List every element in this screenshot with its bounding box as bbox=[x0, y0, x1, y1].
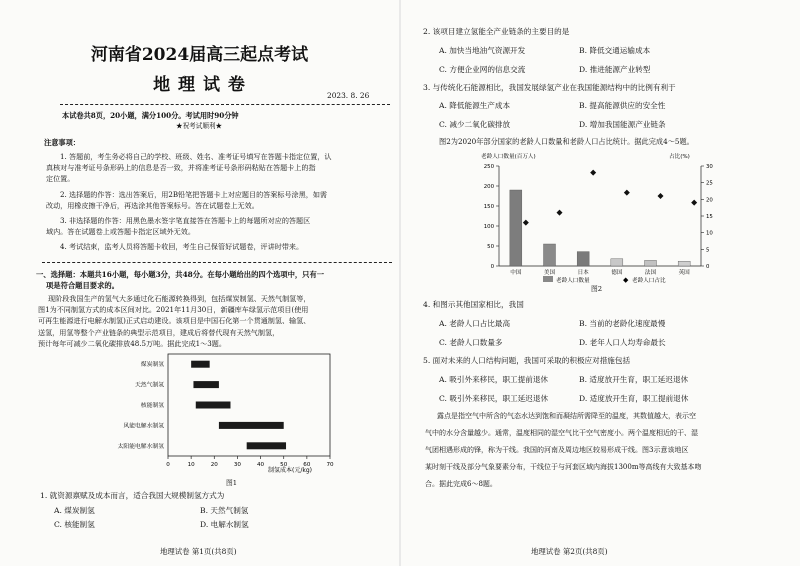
figure-2-chart bbox=[401, 150, 800, 290]
q2-option-b[interactable]: B. 降低交通运输成本 bbox=[579, 46, 651, 55]
left-tick-label: 0 bbox=[490, 264, 494, 270]
notes-heading: 注意事项： bbox=[44, 138, 80, 147]
q3-option-c[interactable]: C. 减少二氧化碳排放 bbox=[439, 120, 511, 129]
note-line: 3. 非选择题的作答：用黑色墨水签字笔直接答在答题卡上的每题所对应的答题区 bbox=[60, 216, 311, 226]
x-tick-label: 10 bbox=[187, 462, 195, 468]
right-tick-label: 30 bbox=[706, 164, 713, 170]
population-bar bbox=[611, 259, 623, 266]
category-label: 核能制氢 bbox=[140, 403, 164, 409]
legend-point-marker: ◆ bbox=[623, 276, 629, 284]
country-label: 中国 bbox=[510, 270, 522, 276]
passage-2 bbox=[425, 408, 795, 493]
right-tick-label: 5 bbox=[706, 247, 710, 254]
note-line: 域内。答在试题卷上或答题卡指定区域外无效。 bbox=[46, 227, 195, 237]
passage-line: 可再生能源进行电解水制氢)正式启动建设。该项目是中国石化第一个贯通制氢、输氢、 bbox=[38, 316, 311, 326]
country-label: 美国 bbox=[543, 270, 556, 276]
passage-line: 气团相遇形成的锋，称为干线。我国的河南及周边地区较易形成干线。图3示意该地区 bbox=[425, 446, 689, 454]
ratio-point bbox=[590, 170, 596, 176]
q2-option-a[interactable]: A. 加快当地油气资源开发 bbox=[439, 46, 526, 55]
right-tick-label: 20 bbox=[706, 197, 713, 204]
figure-2-intro: 图2为2020年部分国家的老龄人口数量和老龄人口占比统计。据此完成4～5题。 bbox=[439, 137, 694, 146]
population-bar bbox=[577, 252, 589, 266]
population-bar bbox=[544, 244, 556, 266]
right-tick-label: 15 bbox=[706, 214, 713, 220]
left-tick-label: 150 bbox=[483, 204, 494, 210]
figure-1-chart bbox=[0, 350, 399, 480]
left-axis-label: 老龄人口数量(百万人) bbox=[481, 154, 536, 160]
range-bar bbox=[247, 442, 286, 449]
q3-option-d[interactable]: D. 增加我国能源产业链条 bbox=[579, 120, 666, 129]
q5-option-b[interactable]: B. 适度放开生育，职工延迟退休 bbox=[579, 375, 689, 384]
x-tick-label: 20 bbox=[210, 462, 218, 468]
passage-line: 送氢，用氢等整个产业链条的典型示范项目，建成后将替代现有天然气制氢， bbox=[38, 327, 280, 337]
note-line: 1. 答题前，考生务必将自己的学校、班级、姓名、准考证号填写在答题卡指定位置，认 bbox=[60, 152, 332, 161]
q2-option-d[interactable]: D. 推进能源产业转型 bbox=[579, 65, 651, 74]
q4-option-a[interactable]: A. 老龄人口占比最高 bbox=[439, 319, 511, 328]
country-label: 英国 bbox=[678, 270, 690, 276]
exam-page-2 bbox=[401, 0, 800, 566]
right-tick-label: 10 bbox=[706, 230, 713, 237]
passage-line: 某时刻干线及部分气象要素分布，干线位于与河套区域内海拔1300m等高线有大致基本吻 bbox=[425, 463, 702, 471]
q5-option-c[interactable]: C. 吸引外来移民，职工延迟退休 bbox=[439, 394, 549, 403]
right-axis-label: 占比(%) bbox=[669, 154, 690, 160]
population-bar bbox=[645, 260, 657, 266]
passage-line: 现阶段我国生产的氢气大多通过化石能源转换得到，包括煤炭制氢、天然气制氢等， bbox=[48, 294, 311, 303]
question-3-stem: 3. 与传统化石能源相比，我国发展绿氢产业在我国能源结构中的比例有利于 bbox=[423, 83, 676, 92]
passage-line: 图1为不同制氢方式的成本区间对比。2021年11月30日，新疆库车绿氢示范项目(使用 bbox=[38, 305, 309, 315]
q4-option-c[interactable]: C. 老龄人口数量多 bbox=[439, 338, 503, 347]
exam-title: 河南省2024届高三起点考试 bbox=[90, 45, 309, 65]
x-tick-label: 60 bbox=[303, 462, 311, 468]
right-tick-label: 0 bbox=[706, 264, 710, 270]
q5-option-a[interactable]: A. 吸引外来移民，职工提前退休 bbox=[439, 375, 549, 384]
note-line: 真核对与准考证号条形码上的信息是否一致，并将准考证号条形码粘贴在答题卡上的指 bbox=[46, 163, 316, 173]
category-label: 煤炭制氢 bbox=[140, 362, 164, 369]
ratio-point bbox=[691, 200, 697, 206]
country-label: 法国 bbox=[644, 270, 657, 276]
notes-list bbox=[46, 151, 396, 253]
page-footer: 地理试卷 第1页(共8页) bbox=[160, 547, 237, 556]
category-label: 天然气制氢 bbox=[135, 382, 164, 389]
x-tick-label: 0 bbox=[166, 462, 170, 468]
question-4-stem: 4. 和图示其他国家相比，我国 bbox=[423, 300, 524, 309]
q2-option-c[interactable]: C. 方便企业网的信息交流 bbox=[439, 65, 526, 74]
x-tick-label: 70 bbox=[326, 462, 334, 468]
x-axis-label: 制氢成本(元/kg) bbox=[268, 467, 312, 474]
question-5-stem: 5. 面对未来的人口结构问题，我国可采取的积极应对措施包括 bbox=[423, 356, 631, 365]
divider bbox=[42, 262, 392, 263]
passage-line: 预计每年可减少二氧化碳排放48.5万吨。据此完成1～3题。 bbox=[38, 338, 226, 348]
question-2-stem: 2. 该项目建立氢能全产业链条的主要目的是 bbox=[423, 27, 570, 36]
ratio-point bbox=[523, 220, 529, 226]
figure-2-caption: 图2 bbox=[591, 285, 603, 293]
left-tick-label: 100 bbox=[483, 224, 494, 230]
section-heading bbox=[36, 269, 396, 291]
passage-line: 露点是指空气中所含的气态水达到饱和而凝结所需降至的温度，其数值越大，表示空 bbox=[437, 412, 696, 420]
exam-date: 2023. 8. 26 bbox=[327, 91, 370, 100]
population-bar bbox=[678, 261, 690, 266]
question-1-stem: 1. 就资源禀赋及成本而言，适合我国大规模制氢方式为 bbox=[40, 491, 225, 500]
note-line: 4. 考试结束，监考人员将答题卡收回，考生自己保管好试题卷，评讲时带来。 bbox=[60, 242, 304, 252]
left-tick-label: 50 bbox=[487, 244, 494, 250]
range-bar bbox=[196, 402, 231, 409]
category-label: 风能电解水制氢 bbox=[123, 423, 164, 430]
category-label: 太阳能电解水制氢 bbox=[117, 443, 164, 450]
range-bar bbox=[193, 381, 218, 388]
q1-option-a[interactable]: A. 煤炭制氢 bbox=[54, 506, 95, 515]
left-tick-label: 200 bbox=[483, 184, 494, 190]
ratio-point bbox=[658, 193, 664, 199]
q1-option-b[interactable]: B. 天然气制氢 bbox=[200, 506, 249, 515]
divider bbox=[60, 104, 390, 105]
passage-1 bbox=[38, 293, 398, 349]
right-tick-label: 25 bbox=[706, 180, 713, 187]
country-label: 德国 bbox=[611, 270, 623, 276]
x-tick-label: 30 bbox=[233, 462, 241, 468]
q4-option-b[interactable]: B. 当前的老龄化速度最慢 bbox=[579, 319, 666, 328]
legend-point-label: 老龄人口占比 bbox=[632, 278, 666, 284]
left-tick-label: 250 bbox=[483, 164, 494, 170]
note-line: 定位置。 bbox=[46, 174, 75, 184]
note-line: 2. 选择题的作答：选出答案后，用2B铅笔把答题卡上对应题目的答案标号涂黑，如需 bbox=[60, 189, 328, 199]
exam-page-1 bbox=[0, 0, 399, 566]
q1-option-c[interactable]: C. 核能制氢 bbox=[54, 520, 95, 529]
legend-bar-label: 老龄人口数量 bbox=[556, 278, 590, 284]
q3-option-a[interactable]: A. 降低能源生产成本 bbox=[439, 101, 511, 110]
passage-line: 气中的水分含量越少。通常，温度相同的湿空气比干空气密度小。两个温度相近的干、湿 bbox=[425, 429, 698, 437]
ratio-point bbox=[557, 210, 563, 216]
plot-frame bbox=[168, 354, 330, 456]
subject-title: 地 理 试 卷 bbox=[153, 75, 246, 95]
q1-option-d[interactable]: D. 电解水制氢 bbox=[200, 520, 249, 529]
q4-option-d[interactable]: D. 老年人口人均寿命最长 bbox=[579, 338, 666, 347]
passage-line: 合。据此完成6～8题。 bbox=[425, 480, 497, 488]
exam-info: 本试卷共8页，20小题，满分100分。考试用时90分钟 bbox=[62, 111, 239, 120]
range-bar bbox=[191, 361, 210, 368]
page-footer: 地理试卷 第2页(共8页) bbox=[531, 547, 608, 556]
population-bar bbox=[510, 190, 522, 266]
legend-bar-swatch bbox=[543, 276, 553, 282]
section-line: 一、选择题：本题共16小题，每小题3分，共48分。在每小题给出的四个选项中，只有一 bbox=[36, 270, 325, 279]
x-tick-label: 50 bbox=[280, 462, 288, 468]
figure-1-caption: 图1 bbox=[226, 479, 238, 487]
q3-option-b[interactable]: B. 提高能源供应的安全性 bbox=[579, 101, 666, 110]
country-label: 日本 bbox=[577, 270, 589, 276]
x-tick-label: 40 bbox=[257, 462, 265, 468]
section-line: 项是符合题目要求的。 bbox=[46, 281, 119, 291]
q5-option-d[interactable]: D. 适度放开生育，职工提前退休 bbox=[579, 394, 689, 403]
note-line: 改动，用橡皮擦干净后，再选涂其他答案标号。答在试题卷上无效。 bbox=[46, 200, 259, 210]
ratio-point bbox=[624, 190, 630, 196]
range-bar bbox=[219, 422, 284, 429]
exam-tip: ★祝考试顺利★ bbox=[176, 122, 223, 130]
